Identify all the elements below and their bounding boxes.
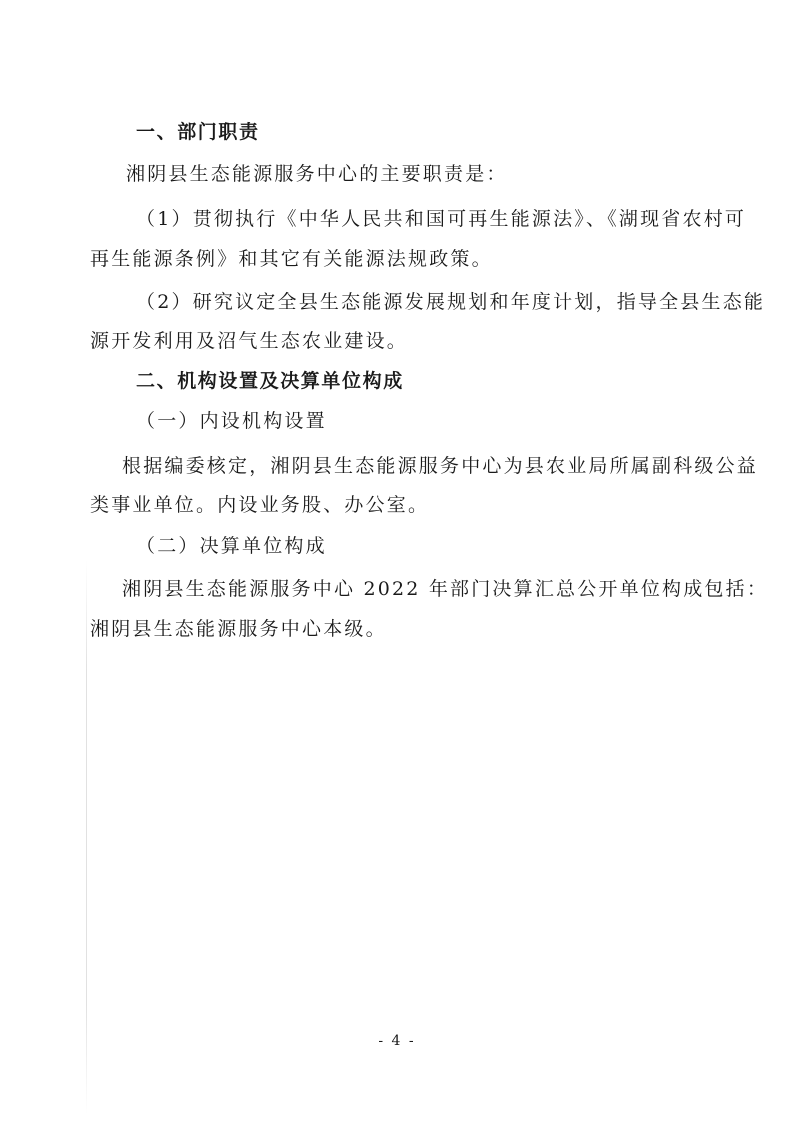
- duty-item-2-line-2: 源开发利用及沼气生态农业建设。: [90, 330, 409, 352]
- units-composition-line-2: 湘阴县生态能源服务中心本级。: [90, 618, 387, 640]
- units-composition-line-1: 湘阴县生态能源服务中心 2022 年部门决算汇总公开单位构成包括：: [122, 578, 769, 600]
- duty-item-2-line-1: （2）研究议定全县生态能源发展规划和年度计划，指导全县生态能: [136, 291, 766, 313]
- scan-edge-shadow: [86, 560, 87, 1115]
- section-heading-duties: 一、部门职责: [136, 121, 260, 143]
- internal-structure-line-1: 根据编委核定，湘阴县生态能源服务中心为县农业局所属副科级公益: [122, 455, 759, 477]
- duty-item-1-line-1: （1）贯彻执行《中华人民共和国可再生能源法》、《湖现省农村可: [136, 208, 747, 230]
- internal-structure-line-2: 类事业单位。内设业务股、办公室。: [90, 494, 430, 516]
- duties-intro: 湘阴县生态能源服务中心的主要职责是：: [126, 163, 508, 185]
- page-number: - 4 -: [378, 1033, 416, 1049]
- duty-item-1-line-2: 再生能源条例》和其它有关能源法规政策。: [90, 248, 493, 270]
- subsection-heading-internal: （一）内设机构设置: [136, 410, 327, 432]
- section-heading-structure: 二、机构设置及决算单位构成: [136, 370, 404, 392]
- subsection-heading-units: （二）决算单位构成: [136, 535, 327, 557]
